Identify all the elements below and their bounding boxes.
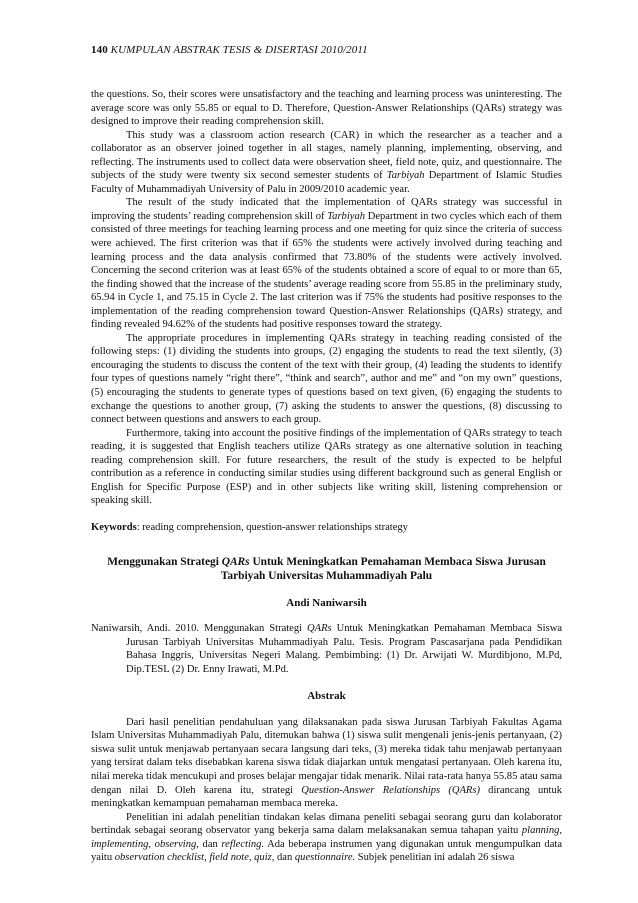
article-title: Menggunakan Strategi QARs Untuk Meningkatkan Pemahaman Membaca Siswa Jurusan Tarbiyah Universitas Muhammadiyah Palu: [107, 555, 546, 582]
abstrak-paragraph-1: Dari hasil penelitian pendahuluan yang dilaksanakan pada siswa Jurusan Tarbiyah Fakultas Agama Islam Universitas Muhammadiyah Palu, ditemukan bahwa (1) siswa sulit mengenali jenis-jenis pertanyaan, (2) siswa sulit untuk menjawab pertanyaan secara langsung dari teks, (3) mereka tidak tahu menjawab pertanyaan yang tersirat dalam teks disebabkan karena siswa tidak diajarkan untuk mengatasi pertanyaan. Oleh karena itu, nilai mereka tidak mencukupi and proses belajar mengajar tidak menarik. Nilai rata-rata hanya 55.85 atau sama dengan nilai D. Oleh karena itu, strategi Question-Answer Relationships (QARs) dirancang untuk meningkatkan kemampuan pemahaman membaca mereka.: [91, 716, 562, 810]
keywords-text: : reading comprehension, question-answer relationships strategy: [136, 521, 408, 533]
journal-title: KUMPULAN ABSTRAK TESIS & DISERTASI 2010/2011: [110, 44, 368, 56]
english-abstract-paragraph-5: Furthermore, taking into account the positive findings of the implementation of QARs strategy to teach reading, it is suggested that English teachers utilize QARs strategy as one alternative solution in teaching reading comprehension skill. For future researchers, the result of the study is expected to be helpful contribution as a reference in conducting similar studies using different background such as general English or English for Specific Purpose (ESP) and in other subjects like writing skill, listening comprehension or speaking skill.: [91, 427, 562, 507]
running-header: [91, 44, 368, 56]
english-abstract-paragraph-3: The result of the study indicated that the implementation of QARs strategy was successful in improving the students’ reading comprehension skill of Tarbiyah Department in two cycles which each of them consisted of three meetings for teaching learning process and one meeting for quiz since the criteria of success were achieved. The first criterion was that if 65% the students were actively involved during teaching and learning process and the data analysis confirmed that 73.80% of the students were actively involved. Concerning the second criterion was at least 65% of the students obtained a score of equal to or more than 65, the finding showed that the increase of the students’ average reading score from 55.85 in the preliminary study, 65.94 in Cycle 1, and 75.15 in Cycle 2. The last criterion was if 75% the students had positive responses to the implementation of the reading comprehension toward Question-Answer Relationships (QARs) strategy, and finding revealed 94.62% of the students had positive responses toward the strategy.: [91, 197, 562, 331]
english-abstract-paragraph-2: This study was a classroom action research (CAR) in which the researcher as a teacher and a collaborator as an observer joined together in all stages, namely planning, implementing, observing, and reflecting. The instruments used to collect data were observation sheet, field note, quiz, and questionnaire. The subjects of the study were twenty six second semester students of Tarbiyah Department of Islamic Studies Faculty of Muhammadiyah University of Palu in 2009/2010 academic year.: [91, 129, 563, 195]
abstrak-paragraph-2: Penelitian ini adalah penelitian tindakan kelas dimana peneliti sebagai seorang guru dan kolaborator bertindak sebagai seorang observator yang bekerja sama dalam melaksanakan semua tahapan yaitu planning, implementing, observing, dan reflecting. Ada beberapa instrumen yang digunakan untuk mengumpulkan data yaitu observation checklist, field note, quiz, dan questionnaire. Subjek penelitian ini adalah 26 siswa: [91, 811, 562, 864]
body-text: [91, 88, 562, 865]
article-author: Andi Naniwarsih: [286, 596, 367, 609]
keywords-label: Keywords: [91, 521, 137, 533]
bibliographic-citation: Naniwarsih, Andi. 2010. Menggunakan Strategi QARs Untuk Meningkatkan Pemahaman Membaca Siswa Jurusan Tarbiyah Universitas Muhammadiyah Palu. Tesis. Program Pascasarjana pada Pendidikan Bahasa Inggris, Universitas Negeri Malang. Pembimbing: (1) Dr. Arwijati W. Murdibjono, M.Pd, Dip.TESL (2) Dr. Enny Irawati, M.Pd.: [91, 623, 562, 675]
english-abstract-paragraph-1: the questions. So, their scores were unsatisfactory and the teaching and learning process was uninteresting. The average score was only 55.85 or equal to D. Therefore, Question-Answer Relationships (QARs) strategy was designed to improve their reading comprehension skill.: [91, 89, 562, 128]
abstrak-heading: Abstrak: [307, 690, 346, 703]
english-abstract-paragraph-4: The appropriate procedures in implementing QARs strategy in teaching reading consisted of the following steps: (1) dividing the students into groups, (2) engaging the students to read the text silently, (3) encouraging the students to discuss the content of the text with their group, (4) leading the students to identify four types of questions namely “right there”, “think and search”, author and me” and “on my own” questions, (5) encouraging the students to generate types of questions based on text given, (6) engaging the students to exchange the questions to another group, (7) asking the students to answer the questions, (8) discussing to connect between questions and answers to each group.: [91, 332, 562, 426]
page-number: 140: [91, 44, 108, 56]
keywords-line: [91, 521, 562, 535]
